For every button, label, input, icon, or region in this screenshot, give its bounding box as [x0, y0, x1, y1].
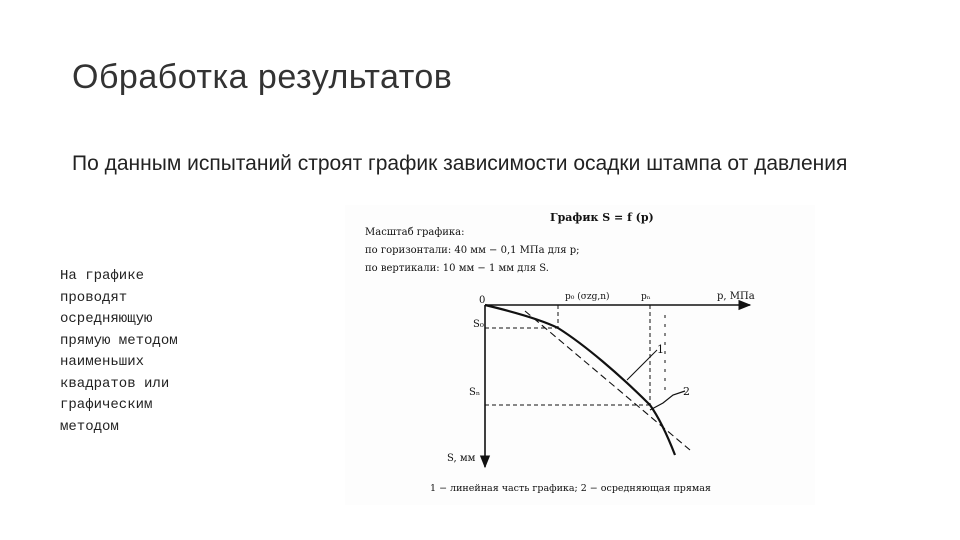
- y-axis-label: S, мм: [447, 453, 476, 464]
- slide-title: Обработка результатов: [72, 58, 453, 96]
- scale-vertical: по вертикали: 10 мм − 1 мм для S.: [365, 263, 549, 274]
- sn-label: Sₙ: [469, 387, 481, 398]
- origin-label: 0: [479, 295, 486, 306]
- settlement-graph: [345, 205, 815, 505]
- p0-label: p₀ (σzg,n): [565, 292, 610, 302]
- curve1-label: 1: [657, 343, 664, 356]
- body-text: По данным испытаний строят график зависимости осадки штампа от давления: [72, 152, 848, 175]
- pn-label: pₙ: [641, 292, 651, 302]
- x-axis-label: p, МПа: [717, 291, 755, 302]
- curve2-label: 2: [683, 385, 690, 398]
- settlement-graph-figure: [345, 205, 815, 505]
- s0-label: S₀: [473, 319, 484, 330]
- scale-heading: Масштаб графика:: [365, 227, 465, 238]
- scale-horizontal: по горизонтали: 40 мм − 0,1 МПа для p;: [365, 245, 580, 256]
- side-note: На графике проводят осредняющую прямую методом наименьших квадратов или графическим методом: [60, 268, 178, 435]
- graph-title: График S = f (p): [550, 211, 654, 224]
- figure-caption: 1 − линейная часть графика; 2 − осредняющая прямая: [430, 483, 711, 494]
